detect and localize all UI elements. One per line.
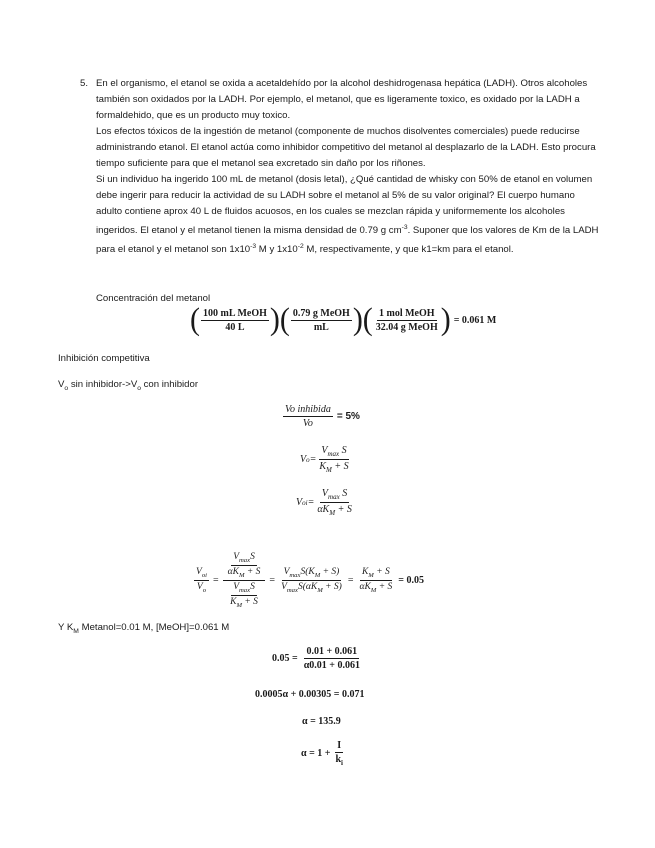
ratio-rhs: = 5% — [336, 411, 360, 422]
given-post: Metanol=0.01 M, [MeOH]=0.061 M — [78, 622, 230, 633]
big-n-num: V — [233, 552, 240, 562]
sub-den: α0.01 + 0.061 — [303, 660, 360, 671]
alpha-def-lhs: α = 1 + — [301, 748, 331, 759]
given-sub: M — [73, 627, 79, 635]
alpha-definition — [301, 740, 346, 767]
problem-paragraph-3-c: M y 1x10 — [256, 244, 298, 256]
sup-3: -2 — [297, 243, 304, 251]
ratio-den: Vo — [302, 418, 313, 429]
big-m-num-sub2: M — [314, 571, 321, 579]
v0-lhs-sub: o — [306, 455, 310, 464]
big-d-den-sub: M — [236, 601, 242, 609]
v0i-num-sub: max — [328, 493, 340, 501]
concentration-equation: ( $\frac{\text{100 mL MeOH}}{40 L}$ )( $\frac{\text{0.79 g MeOH}}{mL}$ )( $\frac{\text{1 mol MeOH}}{\text{32.04 g MeOH}}$ ) = 0.061 M — [190, 302, 497, 337]
big-n-den-tail: + S — [244, 566, 261, 577]
v0-lhs: V — [300, 454, 307, 465]
concentration-label: Concentración del metanol — [96, 293, 211, 304]
v0i-den-tail: + S — [335, 504, 352, 515]
sub-num: 0.01 + 0.061 — [306, 646, 358, 657]
v0-den-sub: M — [326, 466, 332, 474]
big-rhs: = 0.05 — [398, 574, 424, 586]
big-r-num: K — [361, 566, 369, 577]
problem-number: 5. — [80, 78, 89, 89]
alpha-def-den: k — [335, 754, 342, 765]
big-n-den-sub: M — [238, 571, 245, 579]
problem-paragraph-3-d: M, respectivamente, y que k1=km para el etanol. — [303, 244, 514, 256]
f3-num: 1 mol MeOH — [378, 307, 435, 319]
big-r-den-sub: M — [370, 586, 377, 594]
f1-num: 100 mL MeOH — [203, 307, 267, 319]
problem-text — [96, 76, 600, 258]
v0-caption-sub-a: o — [64, 384, 69, 392]
v0-caption — [58, 379, 198, 392]
sub-lhs: 0.05 = — [272, 653, 298, 664]
problem-paragraph-1: En el organismo, el etanol se oxida a acetaldehído por la alcohol deshidrogenasa hepática (LADH). Otros alcoholes también son oxidados por la LADH. Por ejemplo, el metanol, que es ligeramente toxico, es oxidado por la LADH a formaldehido, que es un producto muy toxico. — [96, 78, 588, 121]
problem-statement — [80, 76, 600, 258]
big-r-den-tail: + S — [376, 581, 393, 592]
v0-equation — [300, 445, 352, 474]
big-n-den: αK — [227, 566, 239, 577]
given-pre: Y K — [58, 622, 74, 633]
sup-1: -3 — [401, 224, 408, 231]
substitution-equation — [272, 646, 363, 671]
v0i-lhs-sub: oi — [302, 498, 308, 507]
big-lhs-den: V — [196, 581, 203, 592]
given-values — [58, 622, 229, 635]
v0i-num-tail: S — [339, 488, 348, 499]
v0-caption-c: con inhibidor — [140, 379, 199, 390]
v0-num-sub: max — [327, 450, 340, 458]
big-m-num-sub: max — [289, 571, 301, 579]
f2-den: mL — [313, 321, 329, 333]
v0-num-tail: S — [339, 445, 347, 456]
v0-num: V — [321, 445, 328, 456]
big-n-num-sub: max — [239, 556, 251, 564]
big-m-num: V — [283, 566, 290, 577]
f2-num: 0.79 g MeOH — [292, 307, 350, 319]
big-lhs-num: V — [196, 566, 202, 577]
v0i-equation — [296, 488, 355, 517]
problem-paragraph-2: Los efectos tóxicos de la ingestión de metanol (componente de muchos disolventes comerciales) puede reducirse administrando etanol. El etanol actúa como inhibidor competitivo del metanol al desplazarlo de la LADH. Esto procura tiempo suficiente para que el metanol sea excretado sin daño por los riñones. — [96, 126, 596, 169]
alpha-def-num: I — [337, 740, 342, 751]
big-d-num: V — [233, 581, 239, 592]
ratio-equation — [282, 404, 360, 429]
big-lhs-den-sub: o — [202, 586, 207, 594]
f3-den: 32.04 g MeOH — [375, 321, 438, 333]
v0-caption-a: V — [58, 379, 65, 390]
ratio-num: Vo inhibida — [285, 404, 331, 415]
big-d-den: K — [230, 596, 237, 607]
v0-caption-sub-b: o — [137, 384, 141, 392]
big-r-num-sub: M — [368, 571, 374, 579]
big-m-num-tail: S(K — [300, 566, 315, 577]
problem-paragraph-3 — [96, 172, 600, 258]
v0-eq: = — [309, 454, 317, 465]
big-m-den: V — [281, 581, 287, 592]
big-d-num-tail: S — [250, 581, 255, 592]
big-m-num-end: + S) — [320, 566, 340, 577]
big-r-num-tail: + S — [373, 566, 390, 577]
v0-den: K — [319, 461, 327, 472]
big-m-den-end: + S) — [322, 581, 342, 592]
big-m-den-tail: S(αK — [297, 581, 318, 592]
big-equation: $\frac{V_{oi}}{V_o}$ = $\frac{\frac{V_{max}S}{\alpha K_M + S}}{\frac{V_{max}S}{K_M + S}}$ = $\frac{V_{max}S(K_M + S)}{V_{max}S(\alpha K_M + S)}$ = $\frac{K_M + S}{\alpha K_M + S}$ = 0.05 — [196, 552, 424, 609]
big-lhs-num-sub: oi — [201, 571, 207, 579]
big-m-den-sub: max — [286, 586, 298, 594]
big-r-den: αK — [359, 581, 371, 592]
alpha-def-den-sub: i — [341, 759, 343, 767]
problem-paragraph-3-b: . Suponer que los valores de Km de la LADH para el etanol y el metanol son 1x10 — [96, 225, 599, 256]
v0i-lhs: V — [296, 497, 303, 508]
big-n-num-tail: S — [250, 552, 255, 562]
v0i-den: αK — [317, 504, 330, 515]
f1-den: 40 L — [225, 321, 245, 333]
big-m-den-sub2: M — [317, 586, 323, 594]
v0i-eq: = — [307, 497, 315, 508]
alpha-value: α = 135.9 — [302, 716, 341, 727]
v0-caption-b: sin inhibidor->V — [68, 379, 138, 390]
competitive-heading: Inhibición competitiva — [58, 353, 150, 364]
v0i-num: V — [321, 488, 329, 499]
big-d-num-sub: max — [239, 586, 251, 594]
big-d-den-tail: + S — [242, 596, 258, 607]
linear-equation: 0.0005α + 0.00305 = 0.071 — [255, 689, 365, 700]
v0i-den-sub: M — [329, 509, 336, 517]
problem-paragraph-3-a: Si un individuo ha ingerido 100 mL de metanol (dosis letal), ¿Qué cantidad de whisky con 50% de etanol en volumen debe ingerir para reducir la actividad de su LADH sobre el metanol al 5% de su valor original? El cuerpo humano adulto contiene aprox 40 L de fluidos acuosos, en los cuales se mezclan rápida y uniformemente los alcoholes ingeridos. El etanol y el metanol tienen la misma densidad de 0.79 g cm — [96, 174, 593, 237]
concentration-result: = 0.061 M — [453, 314, 497, 326]
v0-den-tail: + S — [331, 461, 349, 472]
sup-2: -3 — [250, 243, 257, 251]
